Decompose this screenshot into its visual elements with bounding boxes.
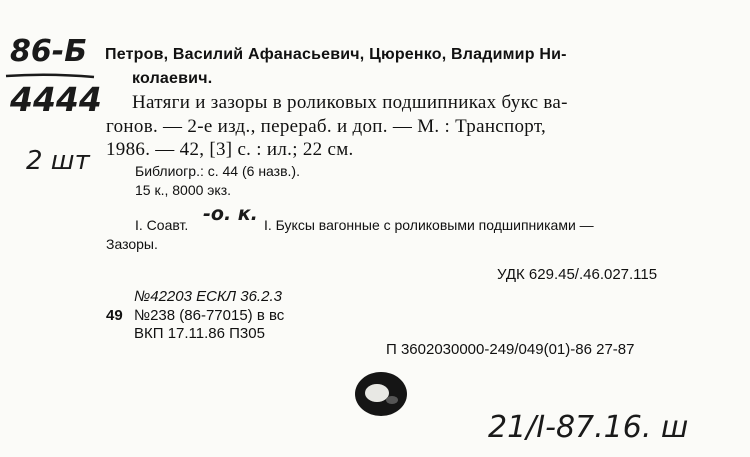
subject-mark: -о. к. [203,203,258,225]
date-note: 21/I-87.16. ш [488,410,689,445]
registry-line-1: №42203 ЕСКЛ 36.2.3 [134,288,282,305]
tracings-prefix: I. Соавт. [135,217,189,233]
registry-line-3: ВКП 17.11.86 П305 [134,325,265,342]
author-line-2: колаевич. [132,70,213,87]
title-line-1: Натяги и зазоры в роликовых подшипниках букс ва- [132,92,568,113]
registry-prefix: 49 [106,307,123,324]
registry-line-2: №238 (86-77015) в вс [134,307,285,324]
catalog-index: П 3602030000-249/049(01)-86 27-87 [386,341,635,358]
card-hole [350,368,412,420]
shelfmark-divider [4,72,96,80]
shelfmark-top: 86-Б [10,34,88,69]
bibliography-note: Библиогр.: с. 44 (6 назв.). [135,163,300,179]
copies-note: 2 шт [26,146,90,176]
udc-code: УДК 629.45/.46.027.115 [497,266,658,283]
author-line-1: Петров, Василий Афанасьевич, Цюренко, Владимир Ни- [105,46,567,63]
tracings-line-2: Зазоры. [106,236,158,252]
title-line-2: гонов. — 2-е изд., перераб. и доп. — М. : Транспорт, [106,116,547,137]
price-print-run: 15 к., 8000 экз. [135,182,232,198]
title-line-3: 1986. — 42, [3] с. : ил.; 22 см. [106,139,354,160]
shelfmark-bottom: 4444 [10,80,102,119]
tracings-rest: I. Буксы вагонные с роликовыми подшипниками — [264,217,594,233]
